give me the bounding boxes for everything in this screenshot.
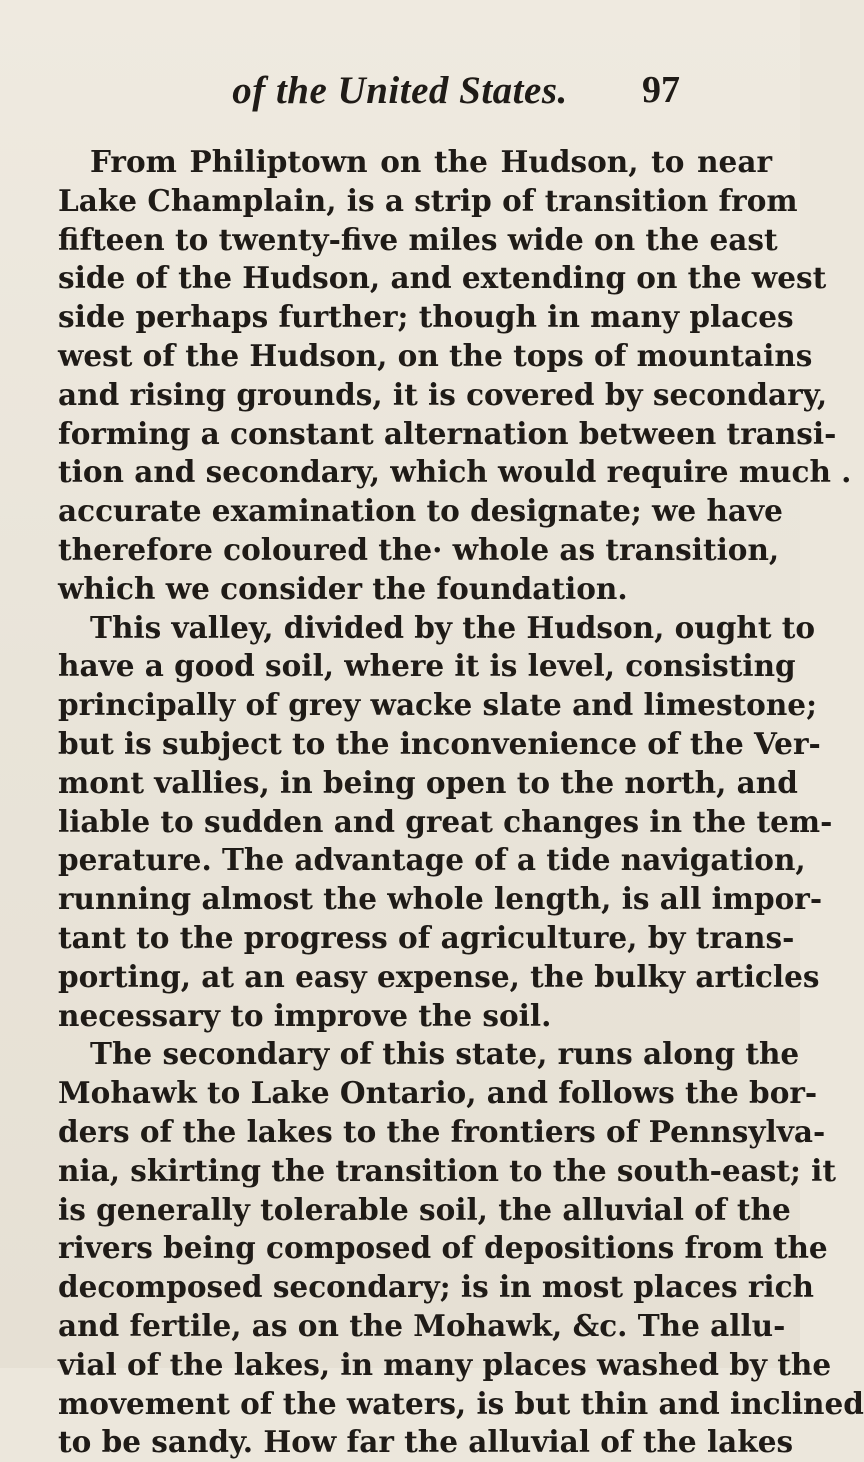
- text-line: therefore coloured the· whole as transition,: [58, 531, 780, 567]
- text-line: From Philiptown on the Hudson, to near: [90, 144, 772, 179]
- text-line: The secondary of this state, runs along the: [90, 1036, 800, 1072]
- text-line: Lake Champlain, is a strip of transition from: [58, 182, 798, 218]
- text-line: side perhaps further; though in many places: [58, 299, 794, 335]
- text-line: movement of the waters, is but thin and inclined: [58, 1385, 864, 1421]
- text-line: west of the Hudson, on the tops of mountains: [58, 337, 813, 373]
- body-text: [58, 143, 864, 1462]
- text-line: rivers being composed of depositions from the: [58, 1230, 828, 1266]
- text-line: to be sandy. How far the alluvial of the lakes: [58, 1424, 794, 1460]
- page-number: 97: [642, 69, 680, 111]
- text-line: but is subject to the inconvenience of the Ver-: [58, 725, 821, 761]
- paragraph-1: [58, 143, 852, 609]
- text-line: which we consider the foundation.: [58, 570, 628, 606]
- text-line: This valley, divided by the Hudson, ought to: [90, 609, 816, 645]
- text-line: tant to the progress of agriculture, by trans-: [58, 919, 795, 955]
- paragraph-2: [58, 609, 833, 1036]
- text-line: liable to sudden and great changes in the tem-: [58, 803, 833, 839]
- text-line: perature. The advantage of a tide navigation,: [58, 842, 806, 878]
- text-line: mont vallies, in being open to the north, and: [58, 764, 798, 800]
- text-line: vial of the lakes, in many places washed by the: [58, 1346, 832, 1382]
- text-line: and fertile, as on the Mohawk, &c. The allu-: [58, 1307, 786, 1343]
- text-line: tion and secondary, which would require much .: [58, 454, 852, 490]
- running-head: [0, 68, 800, 116]
- text-line: Mohawk to Lake Ontario, and follows the bor-: [58, 1075, 818, 1111]
- paragraph-3: [58, 1035, 864, 1462]
- text-line: ders of the lakes to the frontiers of Pennsylva-: [58, 1113, 826, 1149]
- text-line: necessary to improve the soil.: [58, 997, 552, 1033]
- text-line: decomposed secondary; is in most places rich: [58, 1269, 814, 1305]
- text-line: fifteen to twenty-five miles wide on the east: [58, 221, 778, 257]
- text-line: running almost the whole length, is all impor-: [58, 881, 823, 917]
- text-line: forming a constant alternation between transi-: [58, 415, 837, 451]
- text-line: accurate examination to designate; we have: [58, 493, 783, 529]
- text-line: nia, skirting the transition to the south-east; it: [58, 1152, 837, 1188]
- text-line: is generally tolerable soil, the alluvial of the: [58, 1191, 791, 1227]
- text-line: and rising grounds, it is covered by secondary,: [58, 376, 828, 412]
- text-line: principally of grey wacke slate and limestone;: [58, 687, 817, 723]
- text-line: porting, at an easy expense, the bulky articles: [58, 958, 820, 994]
- text-line: side of the Hudson, and extending on the west: [58, 260, 827, 296]
- text-line: have a good soil, where it is level, consisting: [58, 648, 796, 684]
- running-title: of the United States.: [232, 69, 568, 112]
